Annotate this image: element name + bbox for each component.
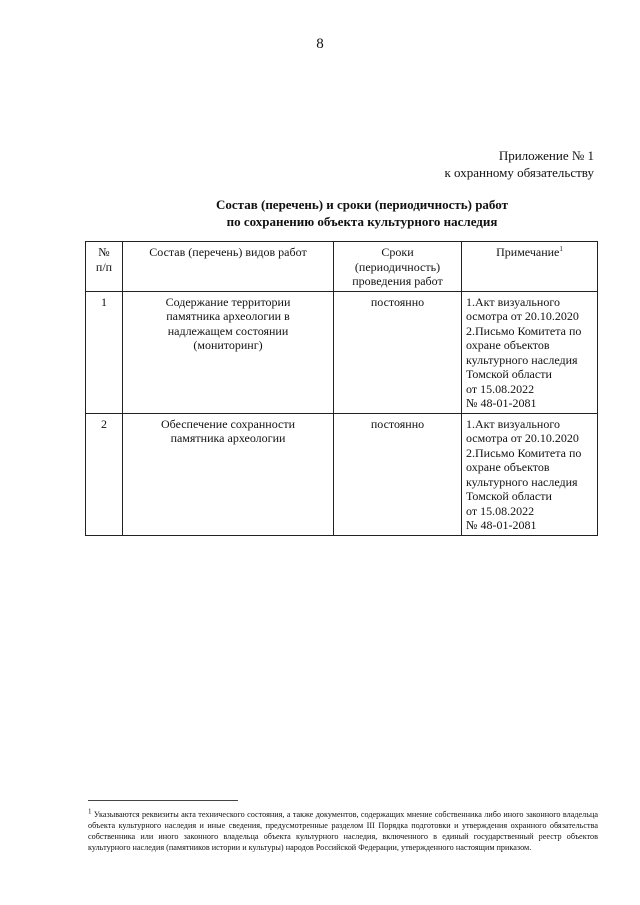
appendix-line-2: к охранному обязательству [444, 165, 594, 180]
works-line: Содержание территории [165, 294, 291, 309]
note-line: Томской области [466, 489, 552, 503]
row-works [123, 291, 334, 413]
works-table [85, 241, 598, 536]
header-period-line: (периодичность) [354, 259, 441, 274]
note-line: осмотра от 20.10.2020 [466, 431, 579, 445]
works-line: памятника археологии [170, 431, 286, 445]
header-number-line: № [98, 245, 110, 259]
note-line: 2.Письмо Комитета по [466, 323, 582, 338]
header-period-line: Сроки [381, 245, 414, 259]
table-row [86, 413, 598, 535]
footnote-mark: 1 [88, 807, 92, 816]
row-works [123, 413, 334, 535]
header-note-label: Примечание [496, 245, 560, 259]
note-line: культурного наследия [466, 474, 578, 489]
header-number-line: п/п [95, 259, 113, 274]
footnote-text: Указываются реквизиты акта технического состояния, а также документов, содержащих мнение собственника либо иного законного владельца объекта культурного наследия и иные сведения, предусмотренные разделом III Порядка подготовки и утверждения охранного обязательства собственника или иного законного владельца объекта культурного наследия, включенного в единый государственный реестр объектов культурного наследия (памятников истории и культуры) народов Российской Федерации, утвержденного настоящим приказом. [88, 810, 598, 852]
note-line: 1.Акт визуального [466, 416, 560, 431]
note-line: от 15.08.2022 [466, 503, 535, 518]
appendix-line-1: Приложение № 1 [498, 148, 594, 163]
works-line: Обеспечение сохранности [160, 416, 296, 431]
note-line: 2.Письмо Комитета по [466, 445, 582, 460]
appendix-caption [444, 147, 594, 181]
works-line: (мониторинг) [193, 338, 263, 352]
document-title-line-1: Состав (перечень) и сроки (периодичность) работ [216, 197, 508, 212]
note-line: 1.Акт визуального [466, 294, 560, 309]
note-line: № 48-01-2081 [466, 396, 537, 410]
table-header-row [86, 242, 598, 292]
footnote-divider [88, 800, 238, 801]
note-line: культурного наследия [466, 352, 578, 367]
footnote [88, 809, 598, 853]
works-line: памятника археологии в [166, 309, 290, 323]
header-works: Состав (перечень) видов работ [123, 242, 334, 292]
works-line: надлежащем состоянии [167, 323, 289, 338]
table-row [86, 291, 598, 413]
row-note [462, 291, 598, 413]
document-title-line-2: по сохранению объекта культурного наследия [226, 214, 498, 229]
document-title [0, 196, 640, 230]
note-line: Томской области [466, 367, 552, 381]
note-line: осмотра от 20.10.2020 [466, 309, 579, 323]
header-period-line: проведения работ [352, 274, 443, 288]
header-number [86, 242, 123, 292]
header-period [334, 242, 462, 292]
row-period: постоянно [334, 413, 462, 535]
note-line: от 15.08.2022 [466, 381, 535, 396]
note-line: охране объектов [466, 460, 550, 474]
header-note [462, 242, 598, 292]
note-line: охране объектов [466, 338, 550, 352]
page-number: 8 [316, 36, 324, 52]
row-period: постоянно [334, 291, 462, 413]
row-number: 1 [86, 291, 123, 413]
row-note [462, 413, 598, 535]
note-line: № 48-01-2081 [466, 518, 537, 532]
footnote-reference: 1 [559, 245, 563, 253]
row-number: 2 [86, 413, 123, 535]
